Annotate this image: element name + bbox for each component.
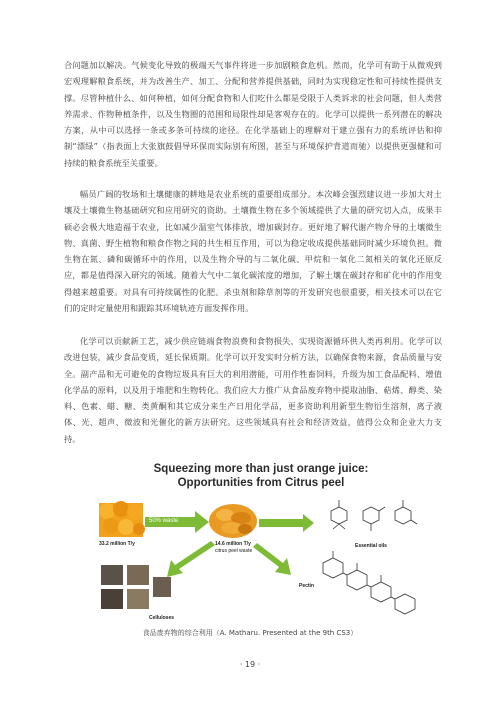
pectin-arrow: [253, 543, 291, 575]
paragraph-soil-health: 幅员广阔的牧场和土壤健康的耕地是农业系统的重要组成部分。本次峰会强烈建议进一步加大对土壤及土壤微生物基础研究和应用研究的资助。土壤微生物在多个领域提供了大量的研究切入点，成果丰硕必会极大地造福于农业，比如减少温室气体排放，增加碳封存。更好地了解代谢产物介导的土壤微生物、真菌、野生植物和粮食作物之间的共生相互作用，可以为稳定收成提供基础同时减少环境负担。微生物在氮、磷和碳循环中的作用，以及生物介导的与二氧化碳、甲烷和一氧化二氮相关的氧化还原反应，都是值得深入研究的领域。随着大气中二氧化碳浓度的增加，了解土壤在碳封存和矿化中的作用变得越来越重要。对具有可持续属性的化肥、杀虫剂和除草剂等的开发研究也很重要，相关技术可以在它们的定时定量使用和跟踪其环境轨迹方面发挥作用。: [64, 189, 442, 314]
peel-waste-label: citrus peel waste: [215, 548, 253, 554]
page-number: · 19 ·: [239, 660, 261, 669]
cellulose-arrow: [167, 541, 215, 577]
essential-oils-label: Essential oils: [355, 543, 387, 549]
oranges-image: [99, 501, 145, 537]
figure-caption: 食品废弃物的综合利用（A. Matharu. Presented at the 9th CS3）: [142, 629, 358, 637]
figure-title-line2: Opportunities from Citrus peel: [177, 477, 345, 489]
pectin-structure: [323, 551, 415, 614]
paragraph-food-system: 合问题加以解决。气候变化导致的极端天气事件将进一步加剧粮食危机。然而，化学可有助于从微观到宏观理解粮食系统，并为改善生产、加工、分配和营养提供基础，同时为实现稳定性和可持续性提供支撑。尽管种植什么、如何种植，如何分配食物和人们吃什么都是受限于人类诉求的社会问题，但人类营养需求、作物种植条件，以及生物圈的范围和局限性却是客观存在的。化学可以提供一系列潜在的解决方案，从中可以选择一条或多条可持续的途径。在化学基础上的理解对于建立强有力的系统评估和抑制“漂绿”（指表面上大张旗鼓倡导环保而实际别有所图，甚至与环境保护背道而驰）以提供更强健和可持续的粮食系统至关重要。: [64, 60, 442, 168]
celluloses-label: Celluloses: [149, 615, 175, 621]
oranges-amount-label: 33.2 million T/y: [99, 541, 135, 547]
pectin-label: Pectin: [299, 583, 315, 589]
citrus-peel-figure: [93, 463, 429, 627]
essential-oils-structures: [331, 500, 417, 531]
celluloses-images: [101, 565, 171, 609]
oils-arrow: [259, 514, 314, 532]
paragraph-food-waste: 化学可以贡献新工艺，减少供应链端食物浪费和食物损失，实现资源循环供人类再利用。化学可以改进包装，减少食品变质，延长保质期。化学可以开发实时分析方法，以确保食物来源，食品质量与安全。副产品和无可避免的食物垃圾具有巨大的利用潜能，可用作牲畜饲料，升级为加工食品配料、增值化学品的原料，以及用于堆肥和生物转化。我们应大力推广从食品废弃物中提取油脂、萜烯、醇类、染料、色素、蜡、糖、类黄酮和其它成分来生产日用化学品，更多资助利用新型生物衍生溶剂，离子液体、光、超声、微波和光催化的新方法研究。这些领域具有社会和经济效益，值得公众和企业大力支持。: [64, 336, 442, 444]
waste-percent-label: 50% waste: [149, 518, 179, 524]
peel-waste-image: [209, 504, 257, 538]
peel-amount-label: 14.6 million T/y: [215, 541, 251, 547]
figure-title-line1: Squeezing more than just orange juice:: [153, 463, 369, 475]
